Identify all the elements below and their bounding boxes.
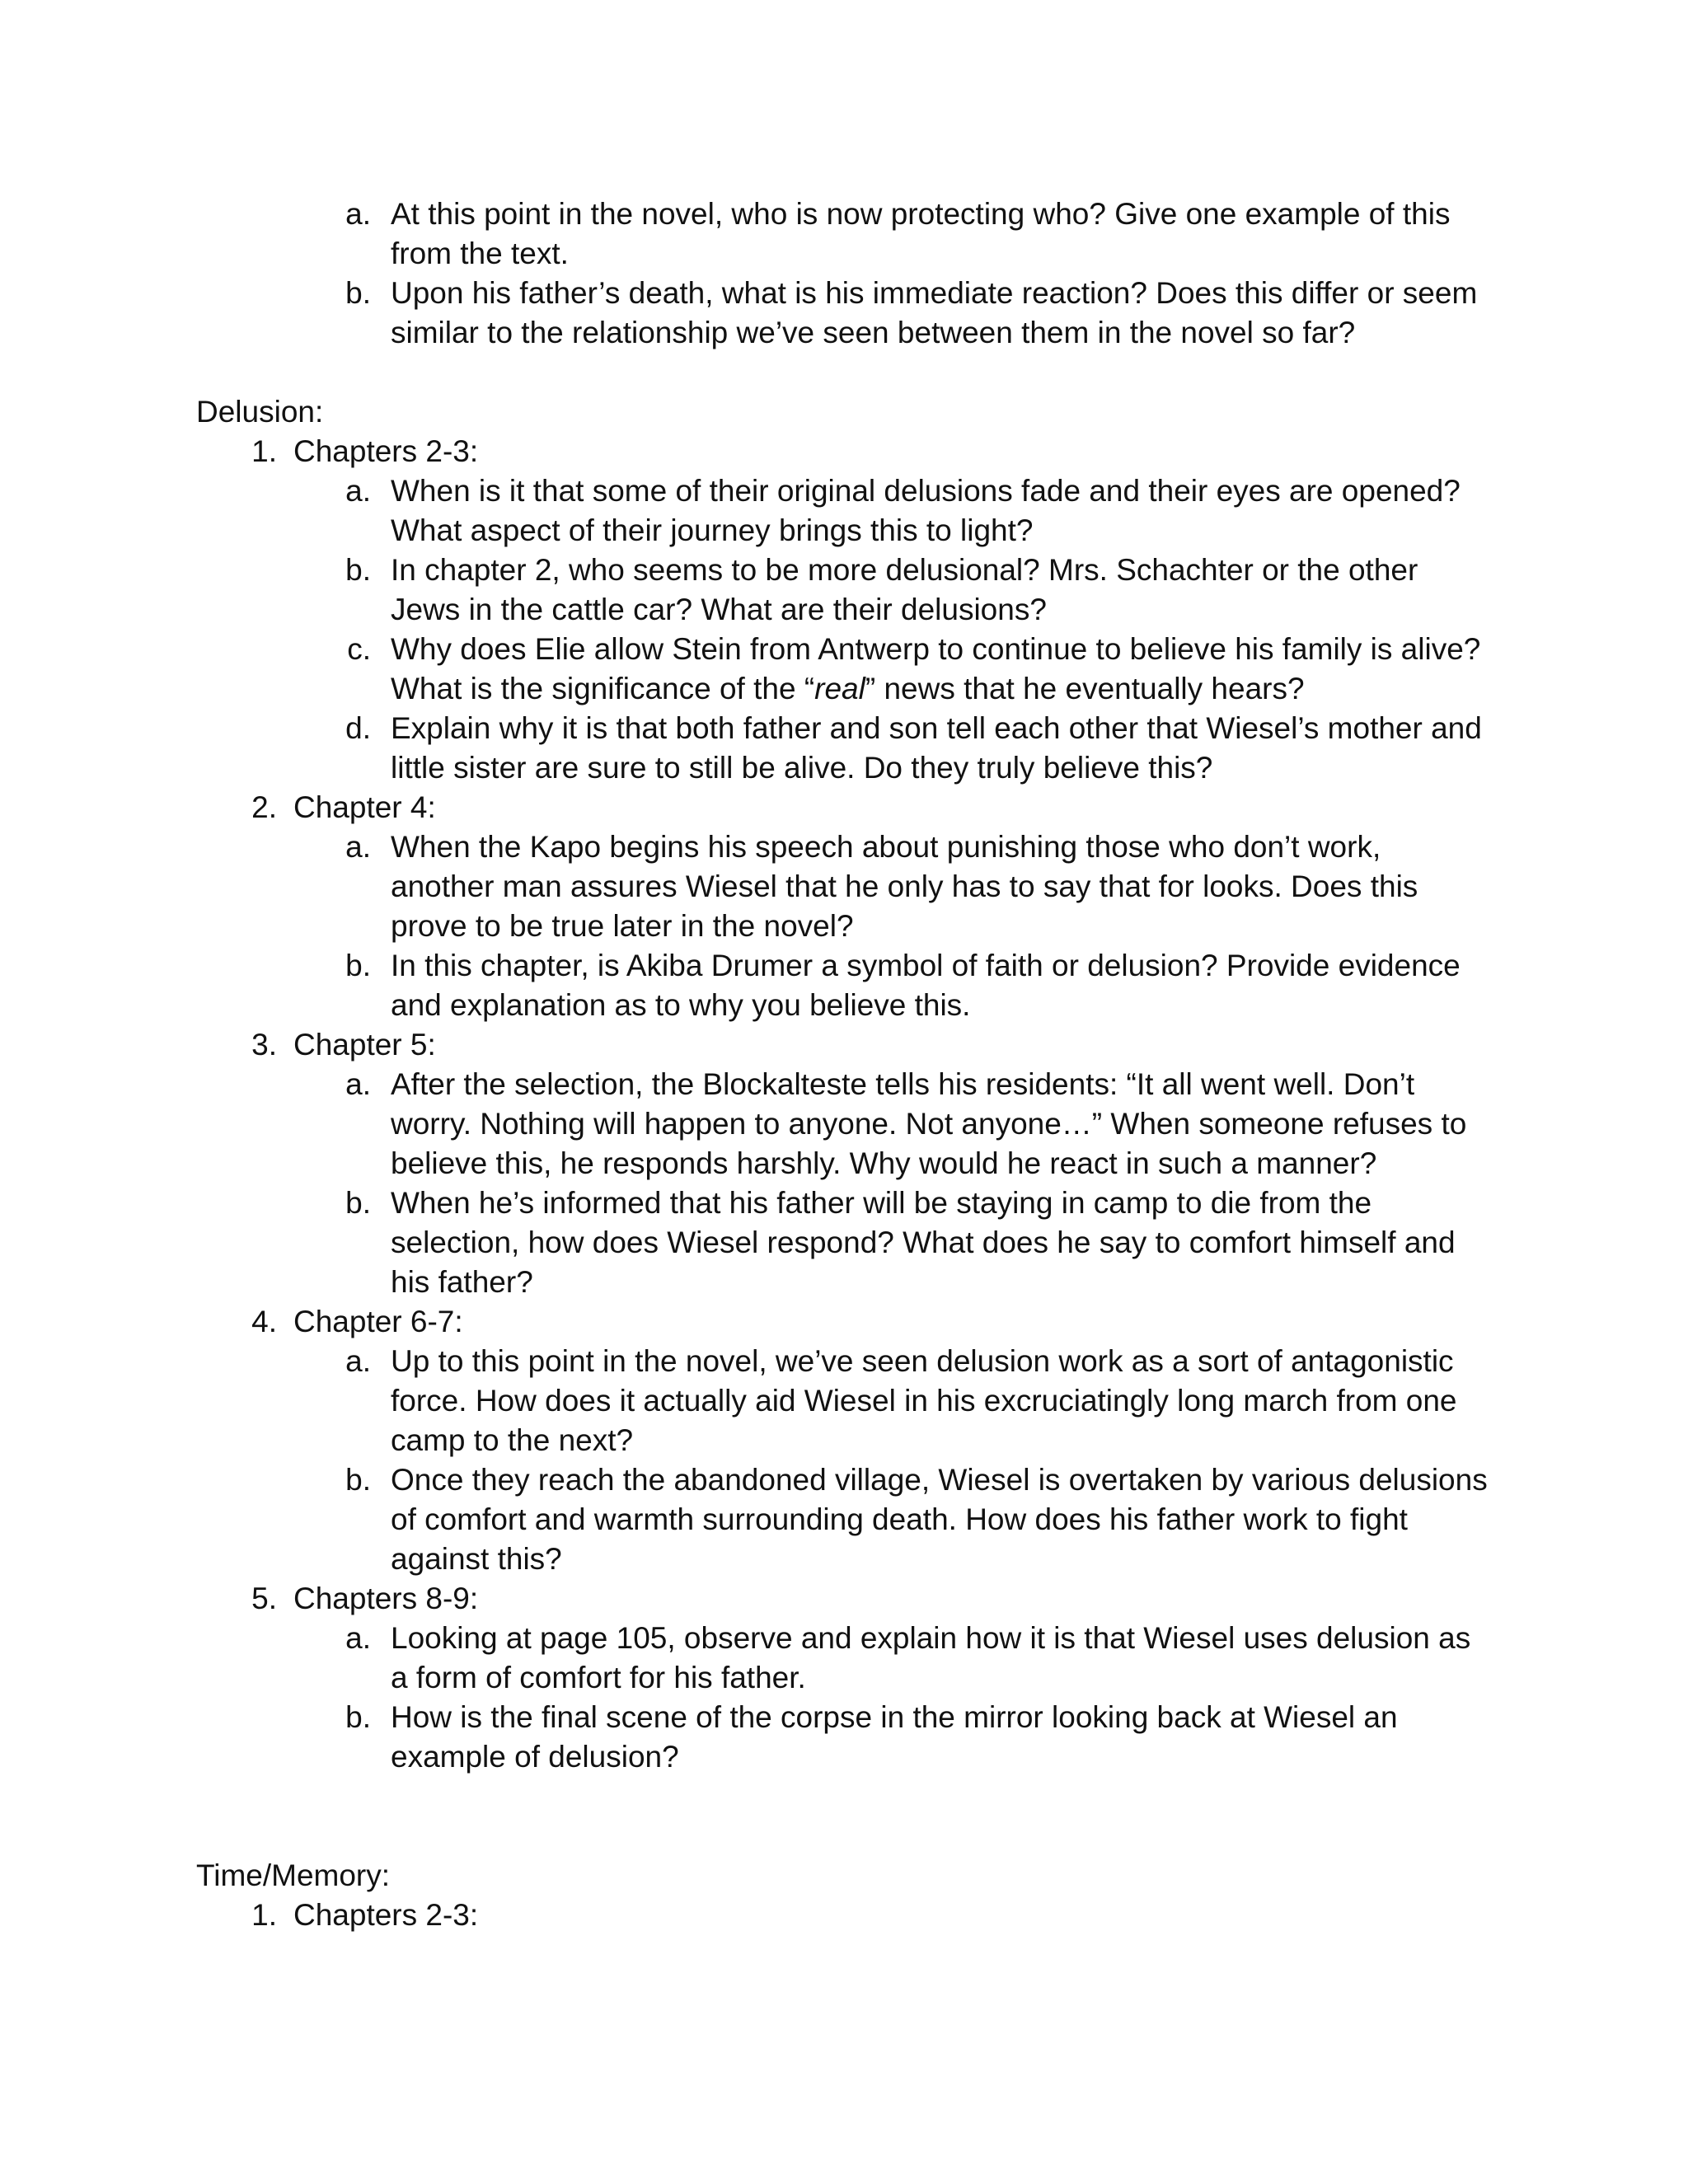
chapter-label: Chapters 2-3:: [293, 1898, 479, 1932]
chapter-label: Chapters 8-9:: [293, 1582, 479, 1615]
question-text: another man assures Wiesel that he only has to say that for looks. Does this: [391, 869, 1418, 903]
question-text: At this point in the novel, who is now protecting who? Give one example of this: [391, 197, 1451, 231]
list-number: 1.: [251, 434, 277, 468]
chapter-label: Chapters 2-3:: [293, 434, 479, 468]
list-letter: a.: [345, 474, 371, 508]
list-letter: b.: [345, 1463, 371, 1497]
question-text: little sister are sure to still be alive. Do they truly believe this?: [391, 751, 1213, 785]
question-text: In chapter 2, who seems to be more delusional? Mrs. Schachter or the other: [391, 553, 1418, 587]
question-text: and explanation as to why you believe this.: [391, 988, 971, 1022]
list-number: 3.: [251, 1028, 277, 1062]
question-text: Looking at page 105, observe and explain how it is that Wiesel uses delusion as: [391, 1621, 1471, 1655]
question-text: prove to be true later in the novel?: [391, 909, 854, 943]
question-text: against this?: [391, 1542, 562, 1576]
question-text: from the text.: [391, 237, 569, 270]
question-text: example of delusion?: [391, 1740, 679, 1774]
question-text-part: ” news that he eventually hears?: [865, 672, 1305, 705]
section-heading-delusion: Delusion:: [196, 395, 324, 429]
question-text: Why does Elie allow Stein from Antwerp to continue to believe his family is alive?: [391, 632, 1481, 666]
list-letter: a.: [345, 1621, 371, 1655]
question-text: Jews in the cattle car? What are their delusions?: [391, 593, 1047, 626]
question-text: What aspect of their journey brings this to light?: [391, 513, 1034, 547]
question-text: a form of comfort for his father.: [391, 1661, 806, 1694]
list-number: 5.: [251, 1582, 277, 1615]
question-text: of comfort and warmth surrounding death. How does his father work to fight: [391, 1502, 1408, 1536]
question-text: selection, how does Wiesel respond? What does he say to comfort himself and: [391, 1226, 1456, 1259]
question-text: camp to the next?: [391, 1423, 634, 1457]
chapter-label: Chapter 5:: [293, 1028, 436, 1062]
list-letter: c.: [347, 632, 371, 666]
emphasis-word: real: [814, 672, 865, 705]
list-letter: a.: [345, 1067, 371, 1101]
section-heading-time-memory: Time/Memory:: [196, 1858, 391, 1892]
question-text-part: What is the significance of the “: [391, 672, 815, 705]
list-number: 2.: [251, 790, 277, 824]
list-letter: a.: [345, 830, 371, 864]
question-text: How is the final scene of the corpse in the mirror looking back at Wiesel an: [391, 1700, 1398, 1734]
list-letter: d.: [345, 711, 371, 745]
list-letter: b.: [345, 276, 371, 310]
question-text: When the Kapo begins his speech about punishing those who don’t work,: [391, 830, 1381, 864]
list-letter: a.: [345, 1344, 371, 1378]
list-number: 4.: [251, 1305, 277, 1338]
chapter-label: Chapter 4:: [293, 790, 436, 824]
question-text: When is it that some of their original delusions fade and their eyes are opened?: [391, 474, 1461, 508]
question-text: force. How does it actually aid Wiesel in his excruciatingly long march from one: [391, 1384, 1457, 1418]
question-text: worry. Nothing will happen to anyone. Not anyone…” When someone refuses to: [391, 1107, 1467, 1141]
list-letter: a.: [345, 197, 371, 231]
question-text: believe this, he responds harshly. Why would he react in such a manner?: [391, 1146, 1377, 1180]
chapter-label: Chapter 6-7:: [293, 1305, 463, 1338]
question-text: Upon his father’s death, what is his immediate reaction? Does this differ or seem: [391, 276, 1478, 310]
list-letter: b.: [345, 553, 371, 587]
question-text: Once they reach the abandoned village, Wiesel is overtaken by various delusions: [391, 1463, 1488, 1497]
list-number: 1.: [251, 1898, 277, 1932]
question-text: Explain why it is that both father and son tell each other that Wiesel’s mother and: [391, 711, 1482, 745]
question-text: similar to the relationship we’ve seen between them in the novel so far?: [391, 316, 1356, 349]
question-text: Up to this point in the novel, we’ve seen delusion work as a sort of antagonistic: [391, 1344, 1454, 1378]
list-letter: b.: [345, 1186, 371, 1220]
question-text: When he’s informed that his father will be staying in camp to die from the: [391, 1186, 1372, 1220]
question-text: [391, 669, 1305, 709]
list-letter: b.: [345, 1700, 371, 1734]
question-text: In this chapter, is Akiba Drumer a symbol of faith or delusion? Provide evidence: [391, 949, 1461, 982]
list-letter: b.: [345, 949, 371, 982]
question-text: his father?: [391, 1265, 533, 1299]
question-text: After the selection, the Blockalteste tells his residents: “It all went well. Don’t: [391, 1067, 1415, 1101]
